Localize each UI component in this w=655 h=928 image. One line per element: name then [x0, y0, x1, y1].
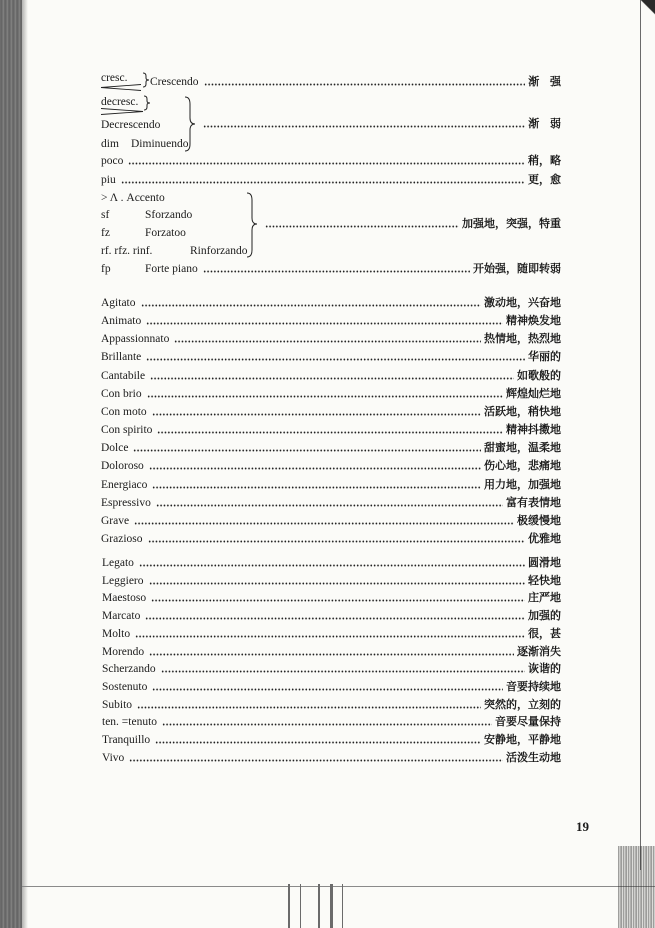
term-row	[102, 751, 561, 765]
small-brace-icon	[142, 72, 150, 88]
dot-leader	[133, 449, 481, 452]
term-meaning: 激动地，兴奋地	[484, 297, 561, 309]
term-name: Leggiero	[102, 574, 144, 587]
term-row	[102, 645, 561, 659]
dot-leader	[121, 181, 525, 184]
term-name: Con brio	[101, 387, 142, 400]
crescendo-row	[150, 75, 565, 89]
dot-leader	[141, 304, 482, 307]
dot-leader	[157, 431, 503, 434]
dim-abbr: dim	[101, 138, 119, 150]
term-meaning: 突然的，立刻的	[484, 698, 561, 711]
term-meaning: 安静地，平静地	[484, 734, 561, 746]
term-meaning: 圆滑地	[528, 557, 561, 569]
term-row	[101, 296, 561, 310]
dot-leader	[148, 540, 525, 543]
term-meaning: 庄严地	[528, 592, 561, 605]
fp-meaning: 开始强，随即转弱	[473, 263, 561, 275]
term-meaning: 优雅地	[528, 532, 561, 545]
term-name: Morendo	[102, 645, 145, 658]
dot-leader	[174, 340, 481, 343]
term-meaning: 富有表情地	[506, 496, 561, 509]
term-name: Brillante	[101, 351, 142, 364]
dot-leader	[149, 653, 514, 656]
term-row	[102, 574, 561, 588]
rinforzando-term: Rinforzando	[190, 245, 248, 257]
term-meaning: 诙谐的	[528, 663, 561, 676]
fp-row	[101, 262, 561, 276]
fz-line	[101, 226, 186, 240]
fp-abbr: fp	[101, 263, 111, 275]
term-list-expression	[101, 296, 561, 546]
term-meaning: 加强的	[528, 610, 561, 623]
forte-piano-term: Forte piano	[145, 263, 198, 275]
term-meaning: 活跃地，稍快地	[484, 405, 561, 418]
scan-bottom-right-noise	[618, 846, 655, 928]
term-row	[101, 332, 561, 346]
term-list-articulation	[102, 556, 561, 766]
scan-bottom-mark	[342, 884, 343, 928]
term-row	[101, 423, 561, 437]
dot-leader	[139, 564, 525, 567]
term-name: Grave	[101, 514, 130, 527]
term-name: Molto	[102, 627, 131, 640]
term-name: ten. =tenuto	[102, 716, 158, 729]
forzato-term: Forzatoo	[145, 227, 186, 239]
term-meaning: 用力地，加强地	[484, 478, 561, 491]
term-row	[101, 478, 561, 492]
dot-leader	[147, 395, 503, 398]
poco-meaning: 稍，略	[528, 155, 561, 167]
term-row	[102, 591, 561, 605]
scan-right-edge-line	[640, 0, 641, 870]
term-meaning: 极缓慢地	[517, 514, 561, 527]
term-row	[102, 662, 561, 676]
dot-leader	[129, 759, 503, 762]
cresc-abbr: cresc.	[101, 72, 128, 84]
term-row	[102, 556, 561, 570]
crescendo-meaning: 渐 强	[528, 76, 565, 88]
scan-bottom-edge-line	[22, 886, 655, 887]
term-name: Animato	[101, 315, 142, 328]
term-row	[102, 627, 561, 641]
term-name: Marcato	[102, 610, 141, 623]
term-meaning: 很，甚	[528, 627, 561, 640]
scan-bottom-mark	[318, 884, 320, 928]
dot-leader	[134, 522, 514, 525]
term-name: Tranquillo	[102, 734, 151, 746]
sf-abbr: sf	[101, 209, 110, 221]
dot-leader	[128, 162, 525, 165]
term-meaning: 精神抖擞地	[506, 424, 561, 437]
dot-leader	[204, 83, 526, 86]
term-meaning: 音要持续地	[506, 680, 561, 693]
crescendo-term: Crescendo	[150, 76, 199, 88]
term-row	[101, 532, 561, 546]
term-name: Vivo	[102, 751, 125, 764]
accent-meaning: 加强地，突强，特重	[462, 218, 561, 230]
accent-row	[260, 217, 561, 231]
term-meaning: 逐渐消失	[517, 645, 561, 658]
term-row	[101, 369, 561, 383]
accento-term: > Λ . Accento	[101, 192, 165, 204]
term-name: Doloroso	[101, 460, 144, 473]
term-meaning: 活泼生动地	[506, 751, 561, 764]
term-name: Subito	[102, 698, 133, 711]
term-meaning: 热情地，热烈地	[484, 333, 561, 346]
term-row	[101, 405, 561, 419]
dot-leader	[137, 706, 481, 709]
term-row	[101, 496, 561, 510]
term-meaning: 音要尽量保持	[495, 716, 561, 729]
term-name: Scherzando	[102, 663, 156, 676]
dot-leader	[161, 670, 525, 673]
decrescendo-row	[198, 117, 565, 131]
term-row	[101, 514, 561, 528]
term-row	[101, 459, 561, 473]
term-row	[102, 609, 561, 623]
term-row	[101, 350, 561, 364]
decrescendo-meaning: 渐 弱	[528, 118, 565, 130]
piu-term: piu	[101, 174, 116, 186]
term-row	[102, 715, 561, 729]
dot-leader	[145, 617, 525, 620]
term-name: Grazioso	[101, 532, 143, 545]
term-meaning: 伤心地，悲痛地	[484, 460, 561, 473]
poco-term: poco	[101, 155, 124, 167]
term-name: Maestoso	[102, 592, 147, 605]
small-brace-icon	[143, 95, 151, 111]
term-row	[101, 314, 561, 328]
group-brace-icon	[246, 192, 258, 258]
dot-leader	[149, 582, 525, 585]
rf-abbr: rf. rfz. rinf.	[101, 245, 153, 257]
term-meaning: 轻快地	[528, 574, 561, 587]
dot-leader	[162, 723, 492, 726]
scan-corner-fold	[641, 0, 655, 16]
group-brace-icon	[184, 96, 196, 152]
term-name: Appassionnato	[101, 333, 170, 346]
term-meaning: 如歌般的	[517, 369, 561, 382]
dot-leader	[151, 599, 525, 602]
term-meaning: 华丽的	[528, 351, 561, 364]
sforzando-term: Sforzando	[145, 209, 193, 221]
dot-leader	[146, 322, 503, 325]
term-row	[102, 698, 561, 712]
decrescendo-hairpin-icon	[101, 108, 143, 115]
term-name: Cantabile	[101, 369, 146, 382]
decresc-abbr: decresc.	[101, 96, 139, 108]
dot-leader	[135, 635, 525, 638]
diminuendo-term: Diminuendo	[131, 138, 189, 150]
dot-leader	[146, 358, 525, 361]
scan-bottom-mark	[288, 884, 290, 928]
term-name: Sostenuto	[102, 680, 148, 693]
scan-binding-shadow	[22, 0, 28, 928]
term-row	[101, 441, 561, 455]
term-meaning: 辉煌灿烂地	[506, 387, 561, 400]
fz-abbr: fz	[101, 227, 110, 239]
term-meaning: 甜蜜地，温柔地	[484, 442, 561, 455]
dot-leader	[152, 413, 481, 416]
dot-leader	[152, 688, 503, 691]
term-name: Con spirito	[101, 424, 153, 437]
poco-row	[101, 154, 561, 168]
dot-leader	[203, 270, 470, 273]
dot-leader	[149, 467, 481, 470]
dot-leader	[203, 125, 525, 128]
term-name: Dolce	[101, 442, 129, 455]
term-name: Agitato	[101, 297, 136, 309]
term-name: Con moto	[101, 405, 147, 418]
term-name: Energiaco	[101, 478, 148, 491]
term-row	[102, 733, 561, 747]
term-meaning: 精神焕发地	[506, 315, 561, 328]
sf-line	[101, 208, 192, 222]
dot-leader	[152, 486, 481, 489]
scan-bottom-mark	[300, 884, 301, 928]
scan-binding-edge	[0, 0, 22, 928]
page-number: 19	[576, 819, 589, 834]
piu-meaning: 更，愈	[528, 174, 561, 186]
decrescendo-term: Decrescendo	[101, 119, 161, 131]
term-name: Legato	[102, 557, 134, 569]
term-name: Espressivo	[101, 496, 151, 509]
crescendo-hairpin-icon	[101, 84, 141, 91]
term-row	[102, 680, 561, 694]
scan-bottom-mark	[330, 884, 333, 928]
piu-row	[101, 173, 561, 187]
dot-leader	[150, 377, 514, 380]
dot-leader	[156, 504, 503, 507]
term-row	[101, 387, 561, 401]
dot-leader	[265, 225, 459, 228]
dot-leader	[155, 741, 481, 744]
